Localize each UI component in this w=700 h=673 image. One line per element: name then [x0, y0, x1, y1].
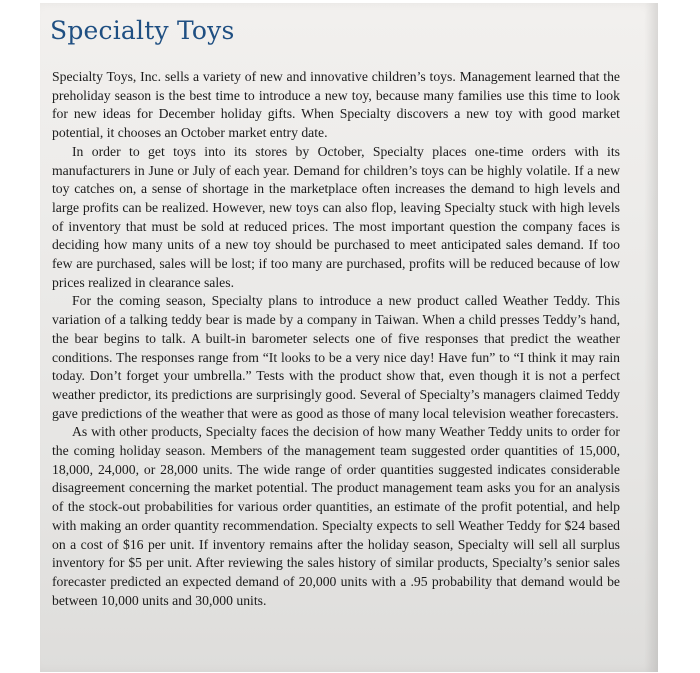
paragraph-order-decision: As with other products, Specialty faces the decision of how many Weather Teddy units to order for the coming holiday season. Members of the management team suggested order quantities of 15,000, 18,000, 24,000, or 28,000 units. The wide range of order quantities suggested indicates considerable disagreement concerning the market potential. The product management team asks you for an analysis of the stock-out probabilities for various order quantities, an estimate of the profit potential, and help with making an order quantity recommendation. Specialty expects to sell Weather Teddy for $24 based on a cost of $16 per unit. If inventory remains after the holiday season, Specialty will sell all surplus inventory for $5 per unit. After reviewing the sales history of similar products, Specialty’s senior sales forecaster predicted an expected demand of 20,000 units with a .95 probability that demand would be between 10,000 units and 30,000 units.: [52, 424, 620, 608]
scan-shadow: [644, 3, 658, 672]
case-body: [52, 68, 620, 610]
paragraph-weather-teddy: For the coming season, Specialty plans to introduce a new product called Weather Teddy. This variation of a talking teddy bear is made by a company in Taiwan. When a child presses Teddy’s hand, the bear begins to talk. A built-in barometer selects one of five responses that predict the weather conditions. The responses range from “It looks to be a very nice day! Have fun” to “I think it may rain today. Don’t forget your umbrella.” Tests with the product show that, even though it is not a perfect weather predictor, its predictions are surprisingly good. Several of Specialty’s managers claimed Teddy gave predictions of the weather that were as good as those of many local television weather forecasters.: [52, 293, 620, 421]
scanned-page: [40, 3, 658, 672]
case-title: Specialty Toys: [50, 16, 235, 45]
paragraph-ordering: In order to get toys into its stores by October, Specialty places one-time orders with its manufacturers in June or July of each year. Demand for children’s toys can be highly volatile. If a new toy catches on, a sense of shortage in the marketplace often increases the demand to high levels and large profits can be realized. However, new toys can also flop, leaving Specialty stuck with high levels of inventory that must be sold at reduced prices. The most important question the company faces is deciding how many units of a new toy should be purchased to meet anticipated sales demand. If too few are purchased, sales will be lost; if too many are purchased, profits will be reduced because of low prices realized in clearance sales.: [52, 143, 620, 290]
paragraph-intro: Specialty Toys, Inc. sells a variety of new and innovative children’s toys. Management learned that the preholiday season is the best time to introduce a new toy, because many families use this time to look for new ideas for December holiday gifts. When Specialty discovers a new toy with good market potential, it chooses an October market entry date.: [52, 69, 620, 141]
